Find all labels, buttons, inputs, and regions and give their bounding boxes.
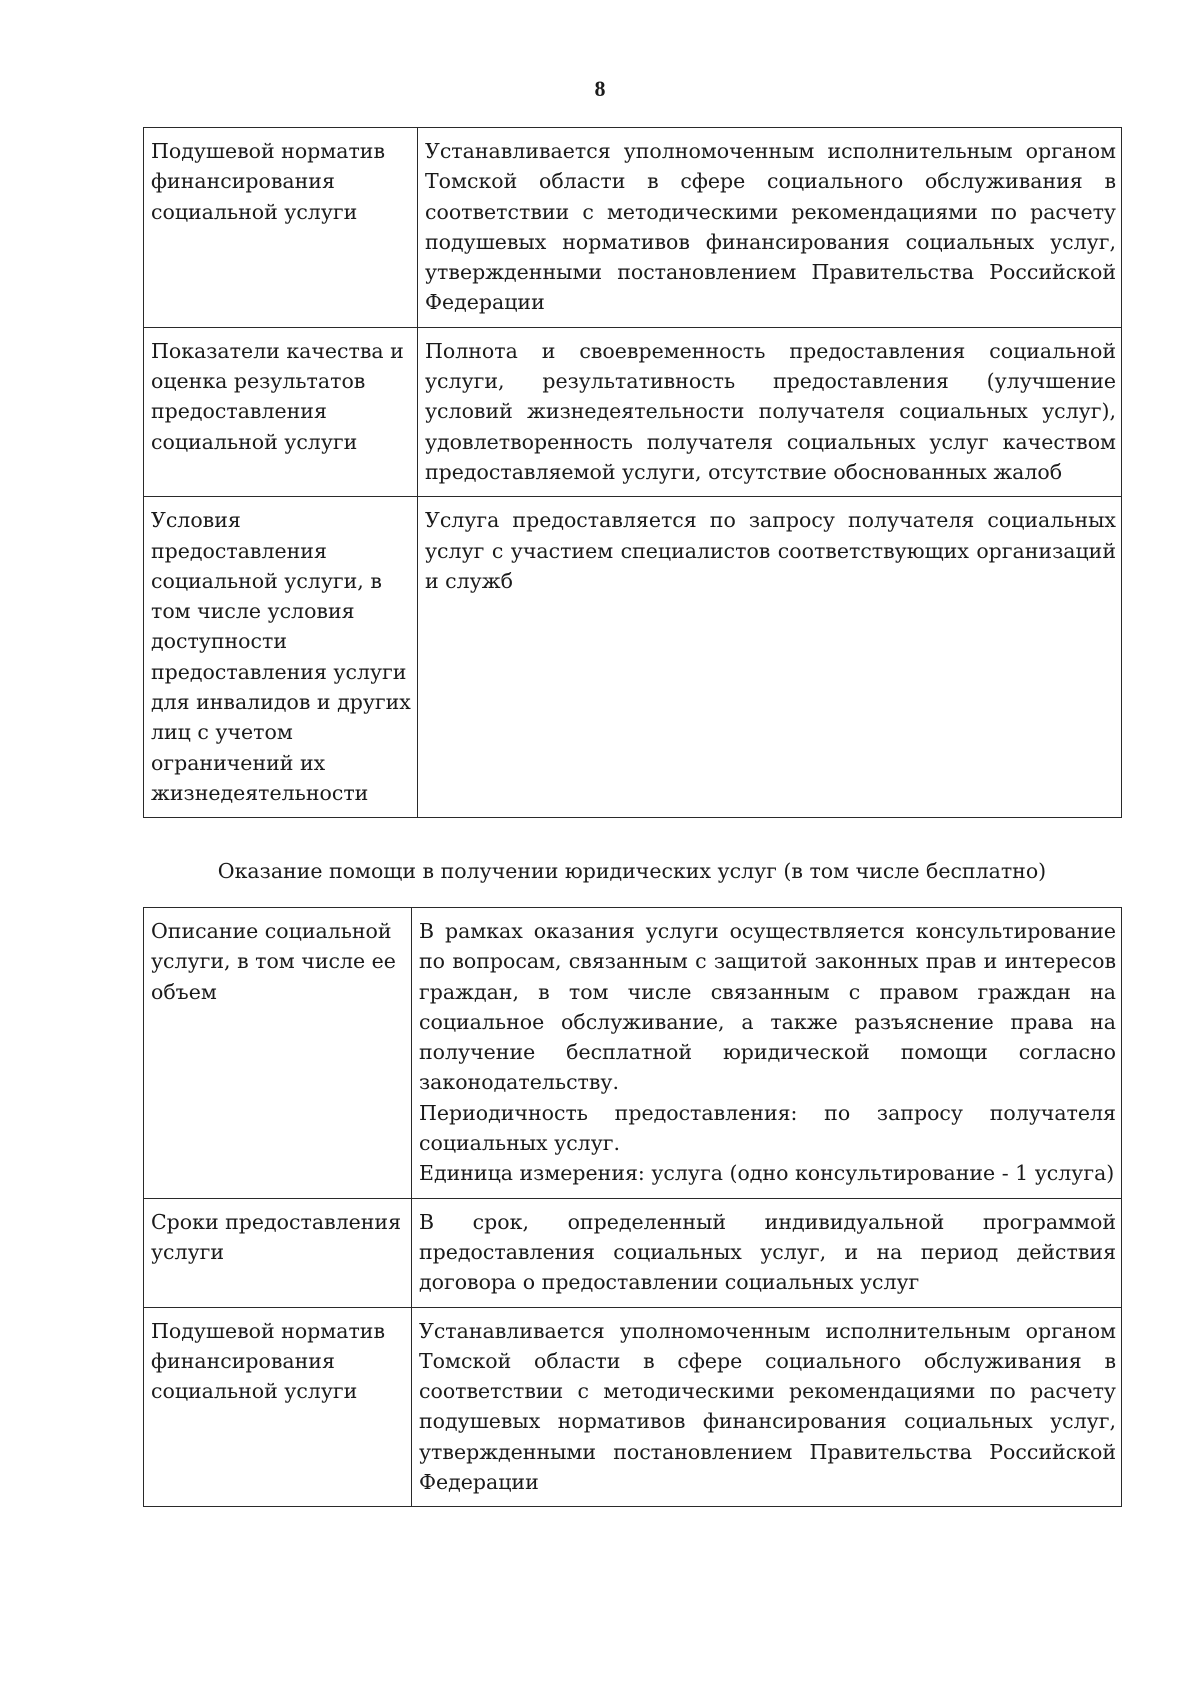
paragraph: Устанавливается уполномоченным исполнительным органом Томской области в сфере социального обслуживания в соответствии с методическими рекомендациями по расчету подушевых нормативов финансирования социальных услуг, утвержденными постановлением Правительства Российской Федерации [419, 1318, 1116, 1495]
row-value-cell [418, 128, 1122, 328]
table-row [144, 908, 1122, 1199]
row-label-cell: Подушевой норматив финансирования социальной услуги [144, 128, 418, 328]
table-row [144, 1198, 1122, 1307]
row-value-cell [418, 327, 1122, 496]
service-table-2 [143, 907, 1122, 1507]
paragraph: Единица измерения: услуга (одно консультирование - 1 услуга) [419, 1161, 1115, 1186]
section-heading: Оказание помощи в получении юридических услуг (в том числе бесплатно) [217, 859, 1047, 883]
service-table-1 [143, 127, 1122, 818]
paragraph: Полнота и своевременность предоставления социальной услуги, результативность предоставления (улучшение условий жизнедеятельности получателя социальных услуг), удовлетворенность получателя социальных услуг качеством предоставляемой услуги, отсутствие обоснованных жалоб [425, 338, 1116, 484]
paragraph: В рамках оказания услуги осуществляется консультирование по вопросам, связанным с защитой законных прав и интересов граждан, в том числе связанным с правом граждан на социальное обслуживание, а также разъяснение права на получение бесплатной юридической помощи согласно законодательству. [419, 919, 1116, 1095]
table-row [144, 128, 1122, 328]
paragraph: Услуга предоставляется по запросу получателя социальных услуг с участием специалистов соответствующих организаций и служб [425, 508, 1116, 593]
row-label-cell: Подушевой норматив финансирования социальной услуги [144, 1307, 412, 1507]
table-row [144, 497, 1122, 818]
paragraph: Устанавливается уполномоченным исполнительным органом Томской области в сфере социального обслуживания в соответствии с методическими рекомендациями по расчету подушевых нормативов финансирования социальных услуг, утвержденными постановлением Правительства Российской Федерации [425, 139, 1116, 315]
row-label-cell: Описание социальной услуги, в том числе ее объем [144, 908, 412, 1199]
table-row [144, 1307, 1122, 1507]
row-label-cell: Сроки предоставления услуги [144, 1198, 412, 1307]
row-value-cell [412, 1307, 1122, 1507]
row-value-cell [412, 1198, 1122, 1307]
paragraph: Периодичность предоставления: по запросу получателя социальных услуг. [419, 1100, 1116, 1156]
row-value-cell [418, 497, 1122, 818]
row-label-cell: Условия предоставления социальной услуги, в том числе условия доступности предоставления услуги для инвалидов и других лиц с учетом ограничений их жизнедеятельности [144, 497, 418, 818]
row-value-cell [412, 908, 1122, 1199]
paragraph: В срок, определенный индивидуальной программой предоставления социальных услуг, и на период действия договора о предоставлении социальных услуг [419, 1209, 1116, 1295]
page-number: 8 [594, 76, 606, 101]
row-label-cell: Показатели качества и оценка результатов предоставления социальной услуги [144, 327, 418, 496]
table-row [144, 327, 1122, 496]
